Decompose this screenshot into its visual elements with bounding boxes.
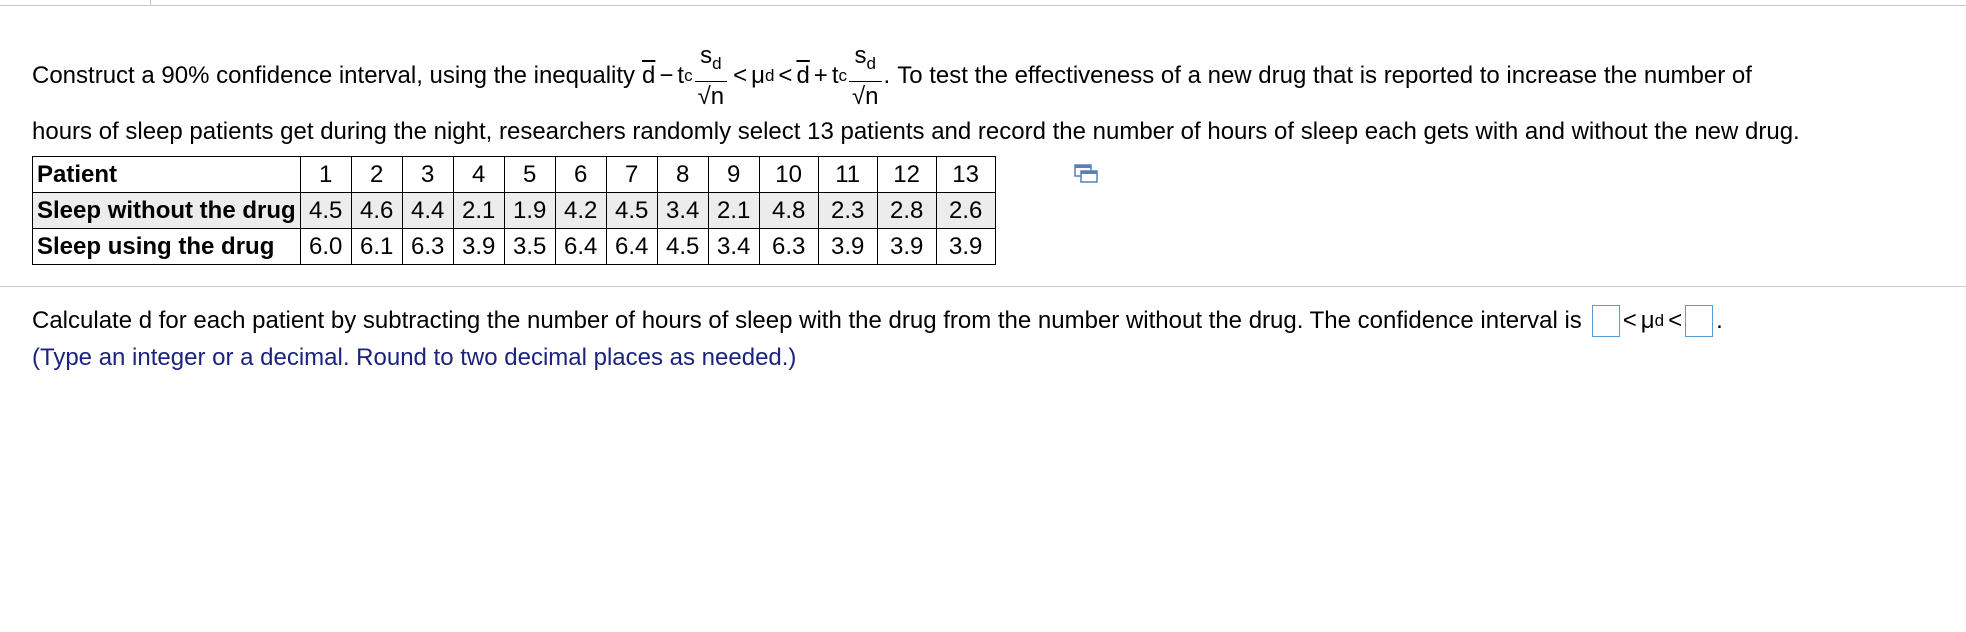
table-cell: 3.4 xyxy=(657,193,708,229)
table-cell: 2.1 xyxy=(453,193,504,229)
row-label: Sleep without the drug xyxy=(33,193,301,229)
formula-fraction-1 xyxy=(695,41,728,112)
table-cell: 10 xyxy=(759,157,818,193)
question-sub-d: d xyxy=(1654,311,1665,330)
top-border-tick xyxy=(150,0,151,5)
question-mu: μ xyxy=(1640,307,1655,334)
table-cell: 3.9 xyxy=(453,229,504,265)
table-cell: 3.4 xyxy=(708,229,759,265)
table-cell: 2.3 xyxy=(818,193,877,229)
table-cell: 2 xyxy=(351,157,402,193)
intro-line-1 xyxy=(32,36,1952,116)
question-text: Calculate d for each patient by subtracting the number of hours of sleep with the drug from the number without the drug. The confidence interval is xyxy=(32,307,1582,334)
formula-s-1: s xyxy=(700,41,713,69)
top-border xyxy=(0,5,1966,6)
formula-t-1: t xyxy=(677,62,685,89)
table-cell: 3.9 xyxy=(818,229,877,265)
table-cell: 1.9 xyxy=(504,193,555,229)
table-cell: 6.4 xyxy=(555,229,606,265)
formula-dbar-2: $\overline{d}$ xyxy=(796,62,810,89)
question-intro xyxy=(32,36,1952,145)
formula-minus: − xyxy=(659,62,674,89)
formula-mu: μ xyxy=(751,62,765,89)
question-prompt xyxy=(32,300,1952,342)
formula-period: . xyxy=(883,62,891,89)
table-cell: 4.5 xyxy=(606,193,657,229)
table-cell: 3 xyxy=(402,157,453,193)
formula-lt-2: < xyxy=(778,62,793,89)
row-label: Patient xyxy=(33,157,301,193)
table-cell: 4.2 xyxy=(555,193,606,229)
question-lt-2: < xyxy=(1668,307,1683,334)
table-cell: 4.6 xyxy=(351,193,402,229)
table-cell: 3.5 xyxy=(504,229,555,265)
formula-sub-d-1: d xyxy=(712,53,722,73)
table-cell: 2.8 xyxy=(877,193,936,229)
table-cell: 9 xyxy=(708,157,759,193)
upper-bound-input[interactable] xyxy=(1685,305,1713,337)
table-cell: 6.4 xyxy=(606,229,657,265)
table-cell: 4.4 xyxy=(402,193,453,229)
question-period: . xyxy=(1716,307,1723,334)
copy-table-icon[interactable] xyxy=(1074,164,1098,184)
table-cell: 13 xyxy=(936,157,995,193)
table-cell: 8 xyxy=(657,157,708,193)
formula-fraction-2 xyxy=(849,41,882,112)
formula-sub-d-2: d xyxy=(866,53,876,73)
row-label: Sleep using the drug xyxy=(33,229,301,265)
sqrt-icon: √ xyxy=(851,82,866,110)
formula-sub-c-1: c xyxy=(684,66,693,85)
table-cell: 5 xyxy=(504,157,555,193)
table-cell: 4.8 xyxy=(759,193,818,229)
formula-s-2: s xyxy=(854,41,867,69)
table-cell: 12 xyxy=(877,157,936,193)
table-cell: 6 xyxy=(555,157,606,193)
table-cell: 2.6 xyxy=(936,193,995,229)
table-cell: 11 xyxy=(818,157,877,193)
table-row xyxy=(33,229,996,265)
formula xyxy=(642,41,890,112)
table-cell: 2.1 xyxy=(708,193,759,229)
table-cell: 6.0 xyxy=(300,229,351,265)
formula-n-2: n xyxy=(865,82,879,110)
question-lt-1: < xyxy=(1622,307,1637,334)
formula-sub-d-mu: d xyxy=(764,66,775,85)
sleep-data-table xyxy=(32,156,996,265)
formula-sub-c-2: c xyxy=(838,66,847,85)
table-cell: 4 xyxy=(453,157,504,193)
formula-plus: + xyxy=(813,62,828,89)
formula-t-2: t xyxy=(831,62,839,89)
table-cell: 6.3 xyxy=(402,229,453,265)
table-cell: 4.5 xyxy=(657,229,708,265)
formula-n-1: n xyxy=(710,82,725,110)
formula-dbar-1: $\overline{d}$ xyxy=(642,62,656,89)
table-cell: 6.1 xyxy=(351,229,402,265)
table-cell: 7 xyxy=(606,157,657,193)
table-row xyxy=(33,193,996,229)
intro-tail-text: To test the effectiveness of a new drug that is reported to increase the number of xyxy=(897,62,1752,89)
intro-lead-text: Construct a 90% confidence interval, using the inequality xyxy=(32,62,636,89)
table-row xyxy=(33,157,996,193)
sqrt-icon: √ xyxy=(697,82,711,110)
table-cell: 1 xyxy=(300,157,351,193)
intro-line-2: hours of sleep patients get during the night, researchers randomly select 13 patients and record the number of hours of sleep each gets with and without the new drug. xyxy=(32,118,1800,145)
formula-lt-1: < xyxy=(733,62,748,89)
table-cell: 6.3 xyxy=(759,229,818,265)
table-cell: 3.9 xyxy=(936,229,995,265)
table-cell: 3.9 xyxy=(877,229,936,265)
table-cell: 4.5 xyxy=(300,193,351,229)
answer-hint: (Type an integer or a decimal. Round to two decimal places as needed.) xyxy=(32,344,797,371)
section-divider xyxy=(0,286,1966,287)
lower-bound-input[interactable] xyxy=(1592,305,1620,337)
